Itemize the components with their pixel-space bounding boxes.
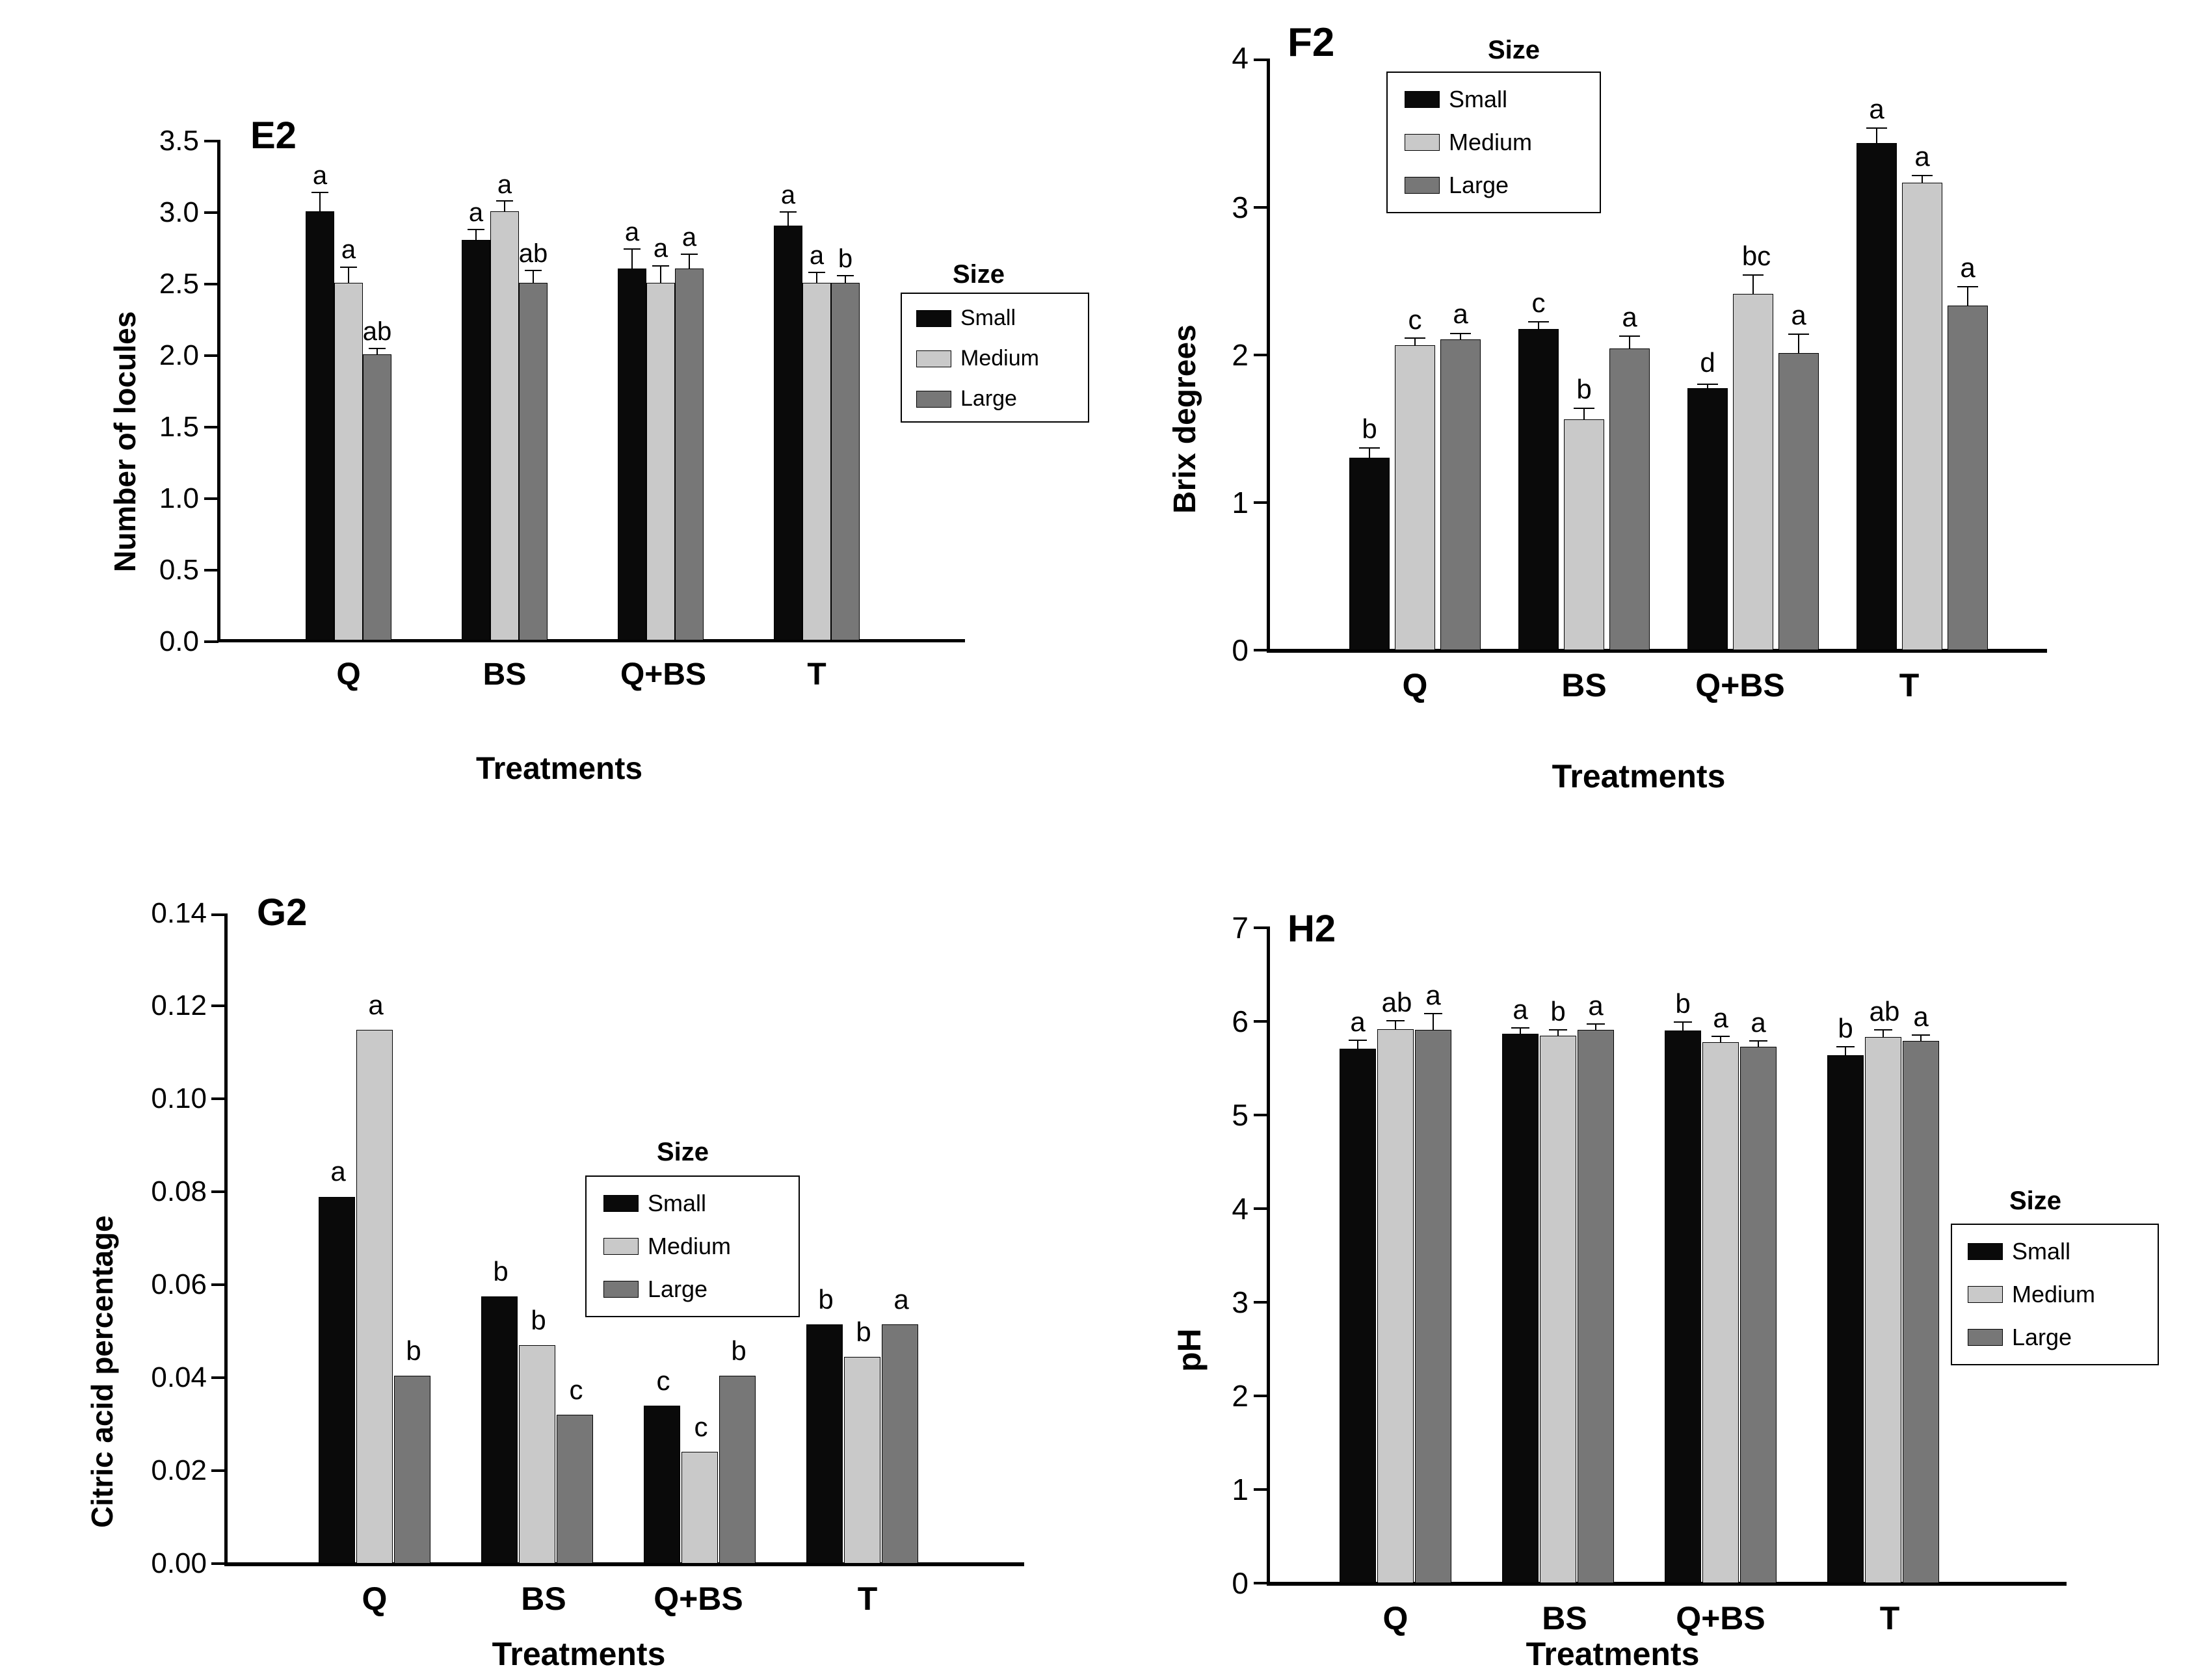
error-bar xyxy=(1876,127,1877,143)
sig-label: c xyxy=(1531,287,1546,318)
y-tick-label: 0.02 xyxy=(151,1454,207,1486)
error-bar xyxy=(787,211,789,226)
y-tick-label: 0.5 xyxy=(159,554,199,586)
sig-label: a xyxy=(1751,1007,1766,1038)
error-cap xyxy=(340,267,357,268)
bar-f2-bs-large xyxy=(1609,348,1650,650)
bar-g2-qbs-small xyxy=(644,1406,680,1564)
y-tick-label: 0.0 xyxy=(159,625,199,657)
y-tick-label: 0.14 xyxy=(151,897,207,929)
sig-label: b xyxy=(1550,996,1566,1027)
sig-label: d xyxy=(1700,347,1715,378)
sig-label: a xyxy=(1425,980,1441,1010)
error-bar xyxy=(533,270,534,283)
error-bar xyxy=(1433,1013,1434,1030)
error-cap xyxy=(1697,384,1718,385)
bar-f2-t-small xyxy=(1857,143,1897,650)
sig-label: a xyxy=(312,161,328,190)
legend-item-small xyxy=(1968,1238,2070,1265)
bar-h2-t-large xyxy=(1903,1041,1939,1583)
legend-label-medium: Medium xyxy=(2012,1281,2096,1307)
sig-label: b xyxy=(493,1256,509,1287)
bar-h2-bs-large xyxy=(1578,1030,1614,1583)
legend-label-medium: Medium xyxy=(648,1233,732,1259)
sig-label: ab xyxy=(518,239,548,268)
error-cap xyxy=(1674,1021,1692,1023)
sig-label: c xyxy=(569,1374,583,1405)
error-bar xyxy=(631,248,633,269)
bar-e2-q-large xyxy=(363,354,391,640)
error-cap xyxy=(369,348,386,349)
error-bar xyxy=(816,272,817,283)
y-tick xyxy=(211,913,226,916)
x-axis-label-h2: Treatments xyxy=(1526,1636,1700,1672)
sig-label: a xyxy=(1453,298,1468,329)
y-tick-label: 4 xyxy=(1232,1192,1249,1226)
bar-g2-t-medium xyxy=(844,1357,880,1564)
sig-label: c xyxy=(694,1411,708,1442)
x-tick-label: Q+BS xyxy=(654,1581,743,1617)
sig-label: b xyxy=(1838,1013,1853,1043)
y-tick xyxy=(204,569,218,571)
bar-e2-qbs-medium xyxy=(646,283,675,640)
sig-label: a xyxy=(468,198,484,227)
x-tick-label: Q+BS xyxy=(1695,667,1785,703)
x-tick-label: BS xyxy=(521,1581,566,1617)
error-cap xyxy=(1874,1029,1892,1030)
y-tick xyxy=(204,354,218,357)
y-tick xyxy=(211,1469,226,1472)
legend-title-h2: Size xyxy=(2009,1187,2062,1215)
legend-item-small xyxy=(603,1190,706,1217)
bar-e2-bs-medium xyxy=(490,211,519,640)
y-tick-label: 7 xyxy=(1232,911,1249,945)
sig-label: a xyxy=(1588,990,1604,1021)
error-cap xyxy=(1866,127,1887,129)
error-cap xyxy=(1405,337,1425,339)
sig-label: a xyxy=(368,990,384,1020)
error-bar xyxy=(1369,447,1370,458)
legend-swatch-large xyxy=(603,1281,639,1298)
bar-h2-qbs-medium xyxy=(1702,1042,1739,1583)
bar-f2-bs-medium xyxy=(1564,419,1604,650)
sig-label: a xyxy=(1869,94,1884,124)
sig-label: b xyxy=(818,1284,834,1315)
y-tick-label: 0.06 xyxy=(151,1268,207,1300)
y-tick xyxy=(1254,1114,1268,1116)
y-tick xyxy=(1254,926,1268,929)
error-bar xyxy=(504,200,505,211)
error-cap xyxy=(1743,274,1764,276)
bar-h2-q-large xyxy=(1415,1030,1451,1583)
error-cap xyxy=(1619,335,1640,337)
sig-label: ab xyxy=(1869,996,1900,1027)
sig-label: b xyxy=(1576,374,1592,404)
legend-item-small xyxy=(1405,86,1507,113)
error-cap xyxy=(1349,1040,1367,1041)
y-tick xyxy=(211,1562,226,1565)
y-tick xyxy=(211,1097,226,1100)
legend-swatch-large xyxy=(1405,177,1440,194)
panel-g2 xyxy=(0,845,1092,1680)
x-tick-label: Q xyxy=(1402,667,1428,703)
sig-label: a xyxy=(1513,994,1528,1025)
y-tick-label: 0.10 xyxy=(151,1083,207,1114)
x-tick-label: T xyxy=(807,657,826,692)
error-cap xyxy=(1511,1027,1529,1029)
legend-item-medium xyxy=(1968,1281,2095,1308)
error-cap xyxy=(1359,447,1380,449)
bar-e2-qbs-large xyxy=(675,269,704,640)
error-cap xyxy=(525,270,542,271)
panel-label-e2: E2 xyxy=(250,114,297,157)
y-tick-label: 3.0 xyxy=(159,196,199,228)
legend-item-small xyxy=(916,306,1016,331)
error-bar xyxy=(1682,1021,1684,1030)
error-bar xyxy=(1629,335,1630,348)
error-cap xyxy=(1712,1036,1730,1037)
bar-f2-bs-small xyxy=(1518,329,1559,650)
bar-g2-q-large xyxy=(394,1376,430,1564)
legend-label-small: Small xyxy=(1449,86,1508,112)
bar-e2-t-large xyxy=(831,283,860,640)
y-tick-label: 0.00 xyxy=(151,1547,207,1579)
error-bar xyxy=(660,265,661,283)
bar-f2-t-large xyxy=(1948,306,1988,650)
bar-g2-t-small xyxy=(806,1324,843,1564)
error-bar xyxy=(1395,1020,1396,1029)
sig-label: b xyxy=(838,244,853,273)
bar-f2-q-medium xyxy=(1395,345,1435,650)
y-tick-label: 3 xyxy=(1232,1285,1249,1319)
panel-label-h2: H2 xyxy=(1288,908,1336,950)
sig-label: a xyxy=(653,234,668,263)
x-tick-label: Q xyxy=(362,1581,388,1617)
bar-g2-bs-large xyxy=(557,1415,593,1564)
sig-label: a xyxy=(341,235,356,264)
y-axis-label-g2: Citric acid percentage xyxy=(85,1215,119,1528)
legend-item-large xyxy=(603,1276,707,1303)
sig-label: c xyxy=(1408,304,1422,335)
y-tick xyxy=(204,283,218,285)
sig-label: ab xyxy=(1381,987,1412,1017)
y-axis-label-h2: pH xyxy=(1171,1328,1208,1372)
bar-f2-q-large xyxy=(1440,339,1481,650)
y-tick xyxy=(204,140,218,142)
error-bar xyxy=(1357,1040,1358,1049)
bar-e2-bs-small xyxy=(462,240,490,640)
error-cap xyxy=(1749,1040,1767,1042)
error-bar xyxy=(1583,408,1585,419)
y-tick-label: 1.0 xyxy=(159,482,199,514)
error-bar xyxy=(1967,286,1968,306)
legend-swatch-medium xyxy=(1405,134,1440,151)
legend-swatch-small xyxy=(916,310,951,327)
legend-e2 xyxy=(901,293,1089,423)
sig-label: bc xyxy=(1741,241,1771,271)
bar-e2-bs-large xyxy=(519,283,548,640)
sig-label: a xyxy=(1913,1001,1929,1032)
y-tick xyxy=(1254,1020,1268,1023)
legend-item-large xyxy=(1968,1324,2072,1351)
bar-g2-qbs-medium xyxy=(681,1452,718,1564)
error-bar xyxy=(348,267,349,283)
x-tick-label: Q+BS xyxy=(1676,1600,1765,1636)
y-tick xyxy=(204,211,218,214)
legend-label-small: Small xyxy=(960,306,1016,330)
legend-swatch-medium xyxy=(603,1238,639,1255)
sig-label: a xyxy=(681,223,697,252)
sig-label: a xyxy=(893,1284,909,1315)
y-tick xyxy=(211,1283,226,1286)
y-tick-label: 5 xyxy=(1232,1098,1249,1132)
y-tick-label: 2 xyxy=(1232,338,1249,372)
error-cap xyxy=(1549,1029,1567,1030)
bar-h2-t-small xyxy=(1827,1055,1864,1583)
y-tick-label: 1 xyxy=(1232,1473,1249,1506)
error-cap xyxy=(1587,1023,1605,1025)
error-cap xyxy=(1450,333,1471,334)
error-cap xyxy=(780,211,797,213)
error-cap xyxy=(468,229,484,230)
bar-f2-qbs-medium xyxy=(1733,294,1773,650)
error-cap xyxy=(1386,1020,1405,1021)
sig-label: ab xyxy=(362,317,392,346)
bar-g2-t-large xyxy=(882,1324,918,1564)
y-tick-label: 1 xyxy=(1232,486,1249,519)
y-tick xyxy=(1254,1395,1268,1397)
legend-swatch-small xyxy=(1405,91,1440,108)
panel-e2 xyxy=(0,0,1092,845)
legend-swatch-medium xyxy=(916,350,951,367)
y-tick xyxy=(1254,59,1268,61)
error-cap xyxy=(652,265,669,267)
y-tick xyxy=(204,640,218,643)
legend-label-large: Large xyxy=(960,386,1017,411)
sig-label: a xyxy=(497,170,512,199)
panel-f2 xyxy=(1099,0,2194,845)
bar-g2-bs-small xyxy=(481,1296,518,1564)
error-cap xyxy=(681,254,698,255)
y-tick xyxy=(204,426,218,428)
y-tick-label: 0.12 xyxy=(151,990,207,1021)
error-bar xyxy=(689,254,690,269)
legend-label-large: Large xyxy=(1449,172,1509,198)
y-tick-label: 6 xyxy=(1232,1004,1249,1038)
bar-h2-bs-medium xyxy=(1540,1036,1576,1583)
bar-h2-q-small xyxy=(1340,1049,1376,1583)
error-cap xyxy=(1574,408,1594,409)
error-cap xyxy=(1424,1013,1442,1014)
legend-title-f2: Size xyxy=(1488,36,1540,64)
y-tick xyxy=(1254,354,1268,356)
bar-g2-q-medium xyxy=(356,1030,393,1564)
sig-label: a xyxy=(624,218,640,246)
bar-e2-t-medium xyxy=(802,283,831,640)
x-axis-label-g2: Treatments xyxy=(492,1636,666,1672)
y-tick-label: 3 xyxy=(1232,190,1249,224)
sig-label: a xyxy=(330,1156,346,1187)
error-cap xyxy=(311,192,328,193)
x-tick-label: Q+BS xyxy=(620,657,707,692)
y-tick xyxy=(1254,1207,1268,1210)
error-cap xyxy=(1912,1034,1930,1036)
bar-f2-t-medium xyxy=(1902,183,1942,650)
y-tick xyxy=(1254,501,1268,504)
legend-swatch-large xyxy=(1968,1329,2003,1346)
bar-h2-q-medium xyxy=(1377,1029,1414,1583)
bar-h2-qbs-large xyxy=(1740,1047,1777,1583)
error-cap xyxy=(1912,175,1933,176)
sig-label: b xyxy=(406,1335,421,1366)
sig-label: b xyxy=(731,1335,747,1366)
x-tick-label: BS xyxy=(1542,1600,1587,1636)
bar-h2-t-medium xyxy=(1865,1037,1901,1583)
bar-e2-qbs-small xyxy=(618,269,646,640)
x-tick-label: BS xyxy=(1561,667,1607,703)
legend-swatch-small xyxy=(1968,1243,2003,1260)
y-tick-label: 2.0 xyxy=(159,339,199,371)
y-tick xyxy=(1254,206,1268,209)
sig-label: a xyxy=(780,181,796,209)
y-tick-label: 0.08 xyxy=(151,1175,207,1207)
panel-label-g2: G2 xyxy=(257,891,308,934)
legend-item-large xyxy=(916,386,1017,412)
y-tick xyxy=(1254,1582,1268,1584)
legend-item-medium xyxy=(603,1233,731,1260)
legend-f2 xyxy=(1386,72,1601,213)
y-tick-label: 3.5 xyxy=(159,125,199,157)
legend-swatch-large xyxy=(916,391,951,408)
y-tick-label: 0.04 xyxy=(151,1361,207,1393)
legend-label-large: Large xyxy=(2012,1324,2072,1350)
x-tick-label: T xyxy=(1899,667,1920,703)
y-tick xyxy=(1254,649,1268,651)
bar-g2-q-small xyxy=(319,1197,355,1564)
y-tick xyxy=(1254,1488,1268,1491)
bar-h2-qbs-small xyxy=(1665,1030,1701,1583)
sig-label: a xyxy=(1713,1003,1728,1033)
bar-f2-qbs-small xyxy=(1687,388,1728,650)
y-tick xyxy=(211,1376,226,1379)
error-bar xyxy=(1752,274,1754,294)
y-tick-label: 0 xyxy=(1232,1566,1249,1600)
x-axis-label-f2: Treatments xyxy=(1552,758,1726,794)
legend-swatch-small xyxy=(603,1195,639,1212)
y-axis-e2 xyxy=(217,140,220,640)
sig-label: b xyxy=(1675,988,1691,1019)
bar-f2-qbs-large xyxy=(1778,353,1819,650)
legend-label-large: Large xyxy=(648,1276,708,1302)
bar-h2-bs-small xyxy=(1502,1034,1539,1583)
y-tick xyxy=(204,497,218,500)
sig-label: b xyxy=(856,1317,871,1347)
legend-item-large xyxy=(1405,172,1509,199)
error-bar xyxy=(1845,1046,1846,1055)
sig-label: a xyxy=(1350,1006,1366,1037)
bar-e2-t-small xyxy=(774,226,802,640)
y-tick-label: 0 xyxy=(1232,633,1249,667)
sig-label: a xyxy=(1914,141,1930,172)
error-cap xyxy=(496,200,513,202)
panel-h2 xyxy=(1099,845,2194,1680)
error-bar xyxy=(475,229,477,240)
y-tick xyxy=(1254,1301,1268,1304)
y-tick-label: 4 xyxy=(1232,41,1249,75)
sig-label: b xyxy=(1362,413,1377,444)
error-bar xyxy=(319,192,321,211)
bar-f2-q-small xyxy=(1349,458,1390,650)
y-tick-label: 2.5 xyxy=(159,268,199,300)
bar-g2-bs-medium xyxy=(519,1345,555,1564)
legend-label-medium: Medium xyxy=(960,346,1039,371)
legend-swatch-medium xyxy=(1968,1286,2003,1303)
error-cap xyxy=(1836,1046,1855,1047)
x-tick-label: Q xyxy=(336,657,361,692)
legend-h2 xyxy=(1951,1224,2159,1365)
legend-g2 xyxy=(585,1175,800,1317)
error-cap xyxy=(808,272,825,273)
legend-title-g2: Size xyxy=(657,1138,709,1166)
y-axis-g2 xyxy=(224,913,228,1564)
error-bar xyxy=(1798,334,1799,353)
bar-e2-q-small xyxy=(306,211,334,640)
error-cap xyxy=(1957,286,1978,287)
sig-label: b xyxy=(531,1305,546,1335)
x-tick-label: T xyxy=(857,1581,878,1617)
error-cap xyxy=(837,275,854,276)
sig-label: c xyxy=(656,1365,670,1396)
legend-item-medium xyxy=(1405,129,1532,156)
error-cap xyxy=(624,248,641,250)
legend-label-small: Small xyxy=(2012,1238,2071,1265)
panel-label-f2: F2 xyxy=(1288,20,1335,65)
x-axis-label-e2: Treatments xyxy=(475,752,643,786)
y-tick xyxy=(211,1190,226,1193)
error-cap xyxy=(1528,321,1549,322)
sig-label: a xyxy=(1791,300,1806,330)
x-tick-label: T xyxy=(1879,1600,1900,1636)
legend-item-medium xyxy=(916,346,1039,371)
error-cap xyxy=(1788,334,1809,335)
y-axis-label-f2: Brix degrees xyxy=(1168,324,1202,514)
sig-label: a xyxy=(1960,252,1976,283)
sig-label: a xyxy=(809,241,825,270)
x-tick-label: BS xyxy=(482,657,527,692)
y-axis-h2 xyxy=(1267,926,1270,1583)
legend-label-medium: Medium xyxy=(1449,129,1533,155)
legend-label-small: Small xyxy=(648,1190,707,1216)
sig-label: a xyxy=(1622,302,1637,332)
y-tick-label: 2 xyxy=(1232,1379,1249,1413)
x-tick-label: Q xyxy=(1382,1600,1408,1636)
y-tick-label: 1.5 xyxy=(159,411,199,443)
y-tick xyxy=(211,1004,226,1007)
y-axis-label-e2: Number of locules xyxy=(108,311,142,572)
bar-g2-qbs-large xyxy=(719,1376,756,1564)
legend-title-e2: Size xyxy=(953,260,1005,289)
